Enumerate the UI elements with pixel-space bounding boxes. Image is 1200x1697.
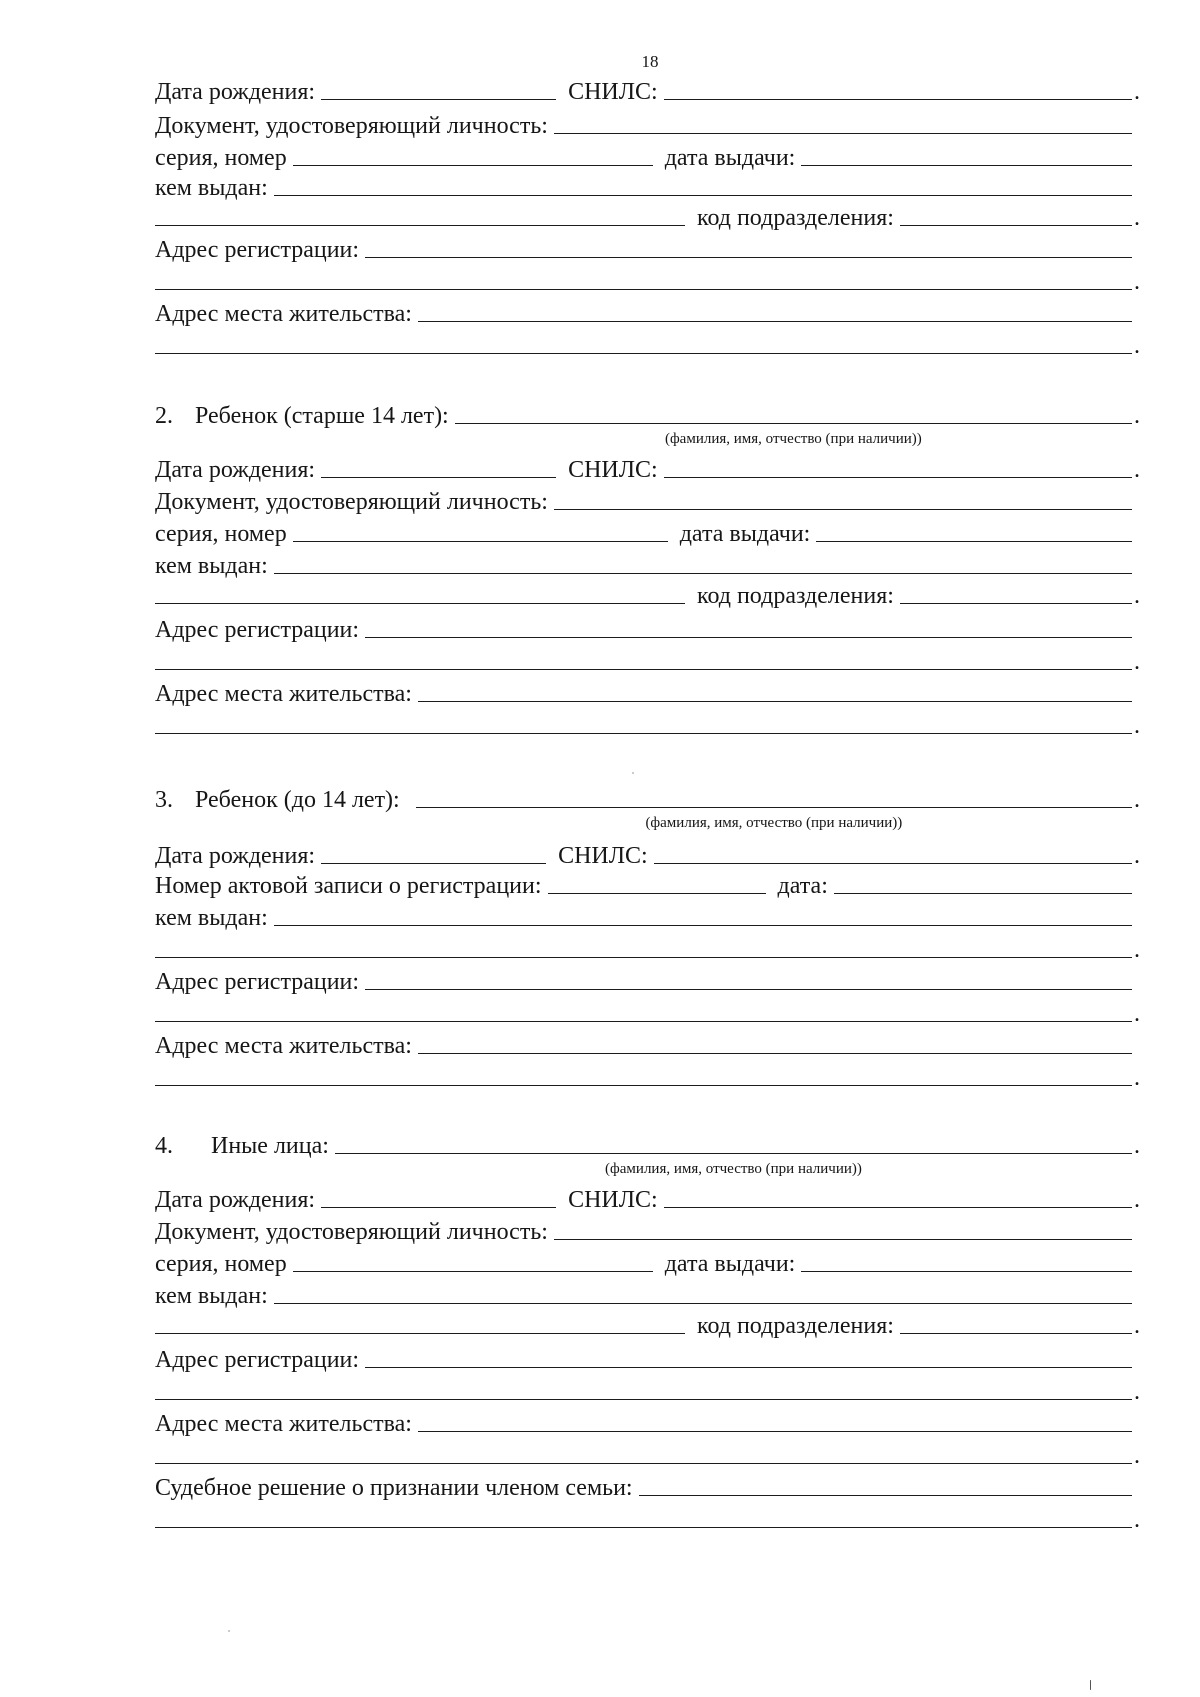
reg-address-label: Адрес регистрации:: [155, 617, 360, 643]
live-address-continued-field[interactable]: [155, 1463, 1132, 1464]
snils-field[interactable]: [664, 99, 1132, 100]
s3-dob-row: [155, 836, 1150, 870]
s3-live-address-row: [155, 1026, 1150, 1060]
dob-label: Дата рождения:: [155, 843, 316, 869]
reg-address-label: Адрес регистрации:: [155, 237, 360, 263]
live-address-field[interactable]: [418, 321, 1132, 322]
issued-by-field[interactable]: [274, 573, 1132, 574]
series-label: серия, номер: [155, 145, 287, 171]
s4-reg-address-cont-row: [155, 1372, 1150, 1406]
dept-code-field[interactable]: [900, 1333, 1132, 1334]
reg-address-field[interactable]: [365, 1367, 1132, 1368]
s2-name-field[interactable]: [455, 423, 1132, 447]
end-period: .: [1134, 787, 1140, 813]
snils-label: СНИЛС:: [568, 79, 658, 105]
dept-code-label: код подразделения:: [697, 205, 894, 231]
id-doc-label: Документ, удостоверяющий личность:: [155, 113, 548, 139]
end-period: .: [1134, 457, 1140, 483]
end-period: .: [1134, 1133, 1140, 1159]
s3-live-address-cont-row: [155, 1058, 1150, 1092]
issued-by-continued-field[interactable]: [155, 225, 685, 226]
dob-field[interactable]: [321, 1207, 556, 1208]
dept-code-field[interactable]: [900, 603, 1132, 604]
end-period: .: [1134, 79, 1140, 105]
s3-reg-address-row: [155, 962, 1150, 996]
reg-address-continued-field[interactable]: [155, 1399, 1132, 1400]
issued-by-label: кем выдан:: [155, 553, 268, 579]
end-period: .: [1134, 269, 1140, 295]
s1-id-doc-row: [155, 106, 1150, 140]
end-period: .: [1134, 1507, 1140, 1533]
s4-title-row: [155, 1126, 1150, 1177]
s2-live-address-row: [155, 674, 1150, 708]
court-decision-field[interactable]: [639, 1495, 1132, 1496]
scan-speck: [228, 1630, 230, 1632]
issue-date-label: дата выдачи:: [664, 145, 796, 171]
issue-date-field[interactable]: [801, 1271, 1132, 1272]
issued-by-label: кем выдан:: [155, 905, 268, 931]
end-period: .: [1134, 333, 1140, 359]
live-address-continued-field[interactable]: [155, 1085, 1132, 1086]
name-hint: (фамилия, имя, отчество (при наличии)): [605, 1161, 862, 1177]
live-address-label: Адрес места жительства:: [155, 1033, 412, 1059]
end-period: .: [1134, 205, 1140, 231]
s2-title-row: [155, 396, 1150, 447]
id-doc-label: Документ, удостоверяющий личность:: [155, 1219, 548, 1245]
dob-field[interactable]: [321, 477, 556, 478]
dob-field[interactable]: [321, 863, 546, 864]
s1-live-address-cont-row: [155, 326, 1150, 360]
issue-date-label: дата выдачи:: [679, 521, 811, 547]
s1-dob-row: [155, 72, 1150, 106]
live-address-label: Адрес места жительства:: [155, 1411, 412, 1437]
s2-series-row: [155, 514, 1150, 548]
reg-address-field[interactable]: [365, 637, 1132, 638]
s4-issued-by-row: [155, 1276, 1150, 1310]
end-period: .: [1134, 937, 1140, 963]
issue-date-label: дата выдачи:: [664, 1251, 796, 1277]
s2-reg-address-cont-row: [155, 642, 1150, 676]
id-doc-field[interactable]: [554, 133, 1132, 134]
reg-address-field[interactable]: [365, 989, 1132, 990]
issued-by-continued-field[interactable]: [155, 1333, 685, 1334]
reg-address-field[interactable]: [365, 257, 1132, 258]
s1-reg-address-row: [155, 230, 1150, 264]
issue-date-field[interactable]: [801, 165, 1132, 166]
s4-court-row: [155, 1468, 1150, 1502]
snils-label: СНИЛС:: [558, 843, 648, 869]
s4-name-field[interactable]: [335, 1153, 1132, 1177]
reg-address-continued-field[interactable]: [155, 1021, 1132, 1022]
end-period: .: [1134, 1065, 1140, 1091]
s3-reg-address-cont-row: [155, 994, 1150, 1028]
s1-series-row: [155, 138, 1150, 172]
dept-code-label: код подразделения:: [697, 583, 894, 609]
s3-issued-by-row: [155, 898, 1150, 932]
end-period: .: [1134, 843, 1140, 869]
end-period: .: [1134, 403, 1140, 429]
dob-field[interactable]: [321, 99, 556, 100]
s2-id-doc-row: [155, 482, 1150, 516]
section-title: Ребенок (до 14 лет):: [195, 787, 400, 813]
page-number: 18: [641, 52, 659, 71]
reg-address-continued-field[interactable]: [155, 669, 1132, 670]
s2-live-address-cont-row: [155, 706, 1150, 740]
issued-by-field[interactable]: [274, 1303, 1132, 1304]
issued-by-label: кем выдан:: [155, 1283, 268, 1309]
s4-series-row: [155, 1244, 1150, 1278]
snils-field[interactable]: [664, 477, 1132, 478]
s4-dept-code-row: [155, 1306, 1150, 1340]
snils-label: СНИЛС:: [568, 1187, 658, 1213]
dob-label: Дата рождения:: [155, 1187, 316, 1213]
s2-dept-code-row: [155, 576, 1150, 610]
section-number: 3.: [155, 787, 173, 813]
id-doc-label: Документ, удостоверяющий личность:: [155, 489, 548, 515]
end-period: .: [1134, 649, 1140, 675]
live-address-continued-field[interactable]: [155, 353, 1132, 354]
issued-by-label: кем выдан:: [155, 175, 268, 201]
s1-dept-code-row: [155, 198, 1150, 232]
issued-by-field[interactable]: [274, 195, 1132, 196]
reg-address-label: Адрес регистрации:: [155, 969, 360, 995]
dob-label: Дата рождения:: [155, 79, 316, 105]
end-period: .: [1134, 583, 1140, 609]
series-label: серия, номер: [155, 521, 287, 547]
snils-field[interactable]: [664, 1207, 1132, 1208]
live-address-field[interactable]: [418, 1431, 1132, 1432]
snils-field[interactable]: [654, 863, 1132, 864]
s4-id-doc-row: [155, 1212, 1150, 1246]
s4-dob-row: [155, 1180, 1150, 1214]
end-period: .: [1134, 1443, 1140, 1469]
reg-address-label: Адрес регистрации:: [155, 1347, 360, 1373]
act-record-field[interactable]: [548, 893, 766, 894]
live-address-field[interactable]: [418, 1053, 1132, 1054]
s1-reg-address-cont-row: [155, 262, 1150, 296]
series-field[interactable]: [293, 165, 653, 166]
series-label: серия, номер: [155, 1251, 287, 1277]
s3-act-record-row: [155, 866, 1150, 900]
s4-court-cont-row: [155, 1500, 1150, 1534]
s1-issued-by-row: [155, 168, 1150, 202]
court-decision-label: Судебное решение о признании членом семьи:: [155, 1475, 633, 1501]
id-doc-field[interactable]: [554, 509, 1132, 510]
issue-date-field[interactable]: [816, 541, 1132, 542]
s2-reg-address-row: [155, 610, 1150, 644]
snils-label: СНИЛС:: [568, 457, 658, 483]
s2-dob-row: [155, 450, 1150, 484]
name-hint: (фамилия, имя, отчество (при наличии)): [645, 815, 903, 831]
court-decision-continued-field[interactable]: [155, 1527, 1132, 1528]
scan-speck: [1090, 1680, 1091, 1690]
s4-live-address-row: [155, 1404, 1150, 1438]
live-address-field[interactable]: [418, 701, 1132, 702]
s3-title-row: [155, 780, 1150, 831]
section-title: Ребенок (старше 14 лет):: [195, 403, 449, 429]
scan-speck: [632, 772, 634, 774]
end-period: .: [1134, 713, 1140, 739]
dob-label: Дата рождения:: [155, 457, 316, 483]
issued-by-continued-field[interactable]: [155, 957, 1132, 958]
issued-by-field[interactable]: [274, 925, 1132, 926]
s2-issued-by-row: [155, 546, 1150, 580]
end-period: .: [1134, 1379, 1140, 1405]
issued-by-continued-field[interactable]: [155, 603, 685, 604]
dept-code-label: код подразделения:: [697, 1313, 894, 1339]
dept-code-field[interactable]: [900, 225, 1132, 226]
s4-live-address-cont-row: [155, 1436, 1150, 1470]
series-field[interactable]: [293, 1271, 653, 1272]
s4-reg-address-row: [155, 1340, 1150, 1374]
section-number: 4.: [155, 1133, 173, 1159]
live-address-continued-field[interactable]: [155, 733, 1132, 734]
end-period: .: [1134, 1187, 1140, 1213]
s3-issued-by-cont-row: [155, 930, 1150, 964]
section-number: 2.: [155, 403, 173, 429]
date-field[interactable]: [834, 893, 1132, 894]
live-address-label: Адрес места жительства:: [155, 301, 412, 327]
s1-live-address-row: [155, 294, 1150, 328]
act-record-label: Номер актовой записи о регистрации:: [155, 873, 542, 899]
id-doc-field[interactable]: [554, 1239, 1132, 1240]
reg-address-continued-field[interactable]: [155, 289, 1132, 290]
series-field[interactable]: [293, 541, 668, 542]
s3-name-field[interactable]: [416, 807, 1132, 831]
section-title: Иные лица:: [211, 1133, 329, 1159]
end-period: .: [1134, 1001, 1140, 1027]
name-hint: (фамилия, имя, отчество (при наличии)): [664, 431, 922, 447]
end-period: .: [1134, 1313, 1140, 1339]
date-label: дата:: [777, 873, 828, 899]
live-address-label: Адрес места жительства:: [155, 681, 412, 707]
